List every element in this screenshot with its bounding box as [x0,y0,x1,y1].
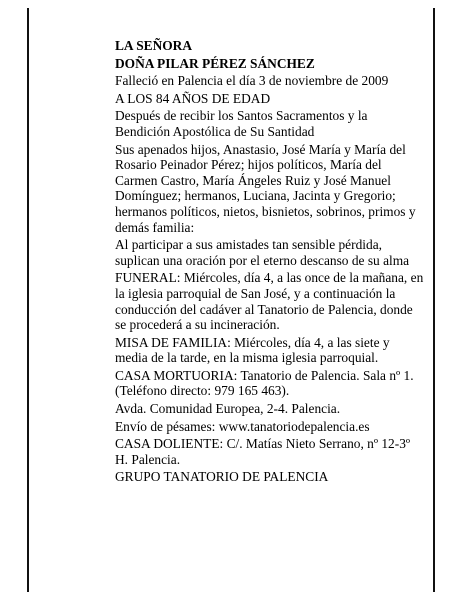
condolences-line: Envío de pésames: www.tanatoriodepalencia.es [115,418,370,434]
age-line: A LOS 84 AÑOS DE EDAD [115,90,271,106]
address-line: Avda. Comunidad Europea, 2-4. Palencia. [115,401,341,417]
family-mass-paragraph: MISA DE FAMILIA: Miércoles, día 4, a las siete y media de la tarde, en la misma iglesia parroquial. [115,334,390,366]
mortuary-paragraph: CASA MORTUORIA: Tanatorio de Palencia. Sala nº 1. (Teléfono directo: 979 165 463). [115,367,414,399]
title-line-1: LA SEÑORA [115,38,193,53]
sacraments-paragraph: Después de recibir los Santos Sacramentos y la Bendición Apostólica de Su Santidad [115,108,368,139]
announcement-paragraph: Al participar a sus amistades tan sensible pérdida, suplican una oración por el eterno descanso de su alma [115,237,410,268]
group-line: GRUPO TANATORIO DE PALENCIA [115,469,329,485]
family-paragraph: Sus apenados hijos, Anastasio, José María y María del Rosario Peinador Pérez; hijos políticos, María del Carmen Castro, María Ángeles Ruiz y José Manuel Domínguez; hermanos, Luciana, Jacinta y Gregorio; hermanos políticos, nietos, bisnietos, sobrinos, primos y demás familia: [115,141,416,235]
funeral-paragraph: FUNERAL: Miércoles, día 4, a las once de la mañana, en la iglesia parroquial de San José, y a continuación la conducción del cadáver al Tanatorio de Palencia, donde se procederá a su incineración. [115,270,424,333]
mourning-house-paragraph: CASA DOLIENTE: C/. Matías Nieto Serrano, nº 12-3º H. Palencia. [115,436,411,467]
obituary-notice [115,38,425,487]
death-info: Falleció en Palencia el día 3 de noviembre de 2009 [115,73,389,89]
deceased-name: DOÑA PILAR PÉREZ SÁNCHEZ [115,55,315,71]
